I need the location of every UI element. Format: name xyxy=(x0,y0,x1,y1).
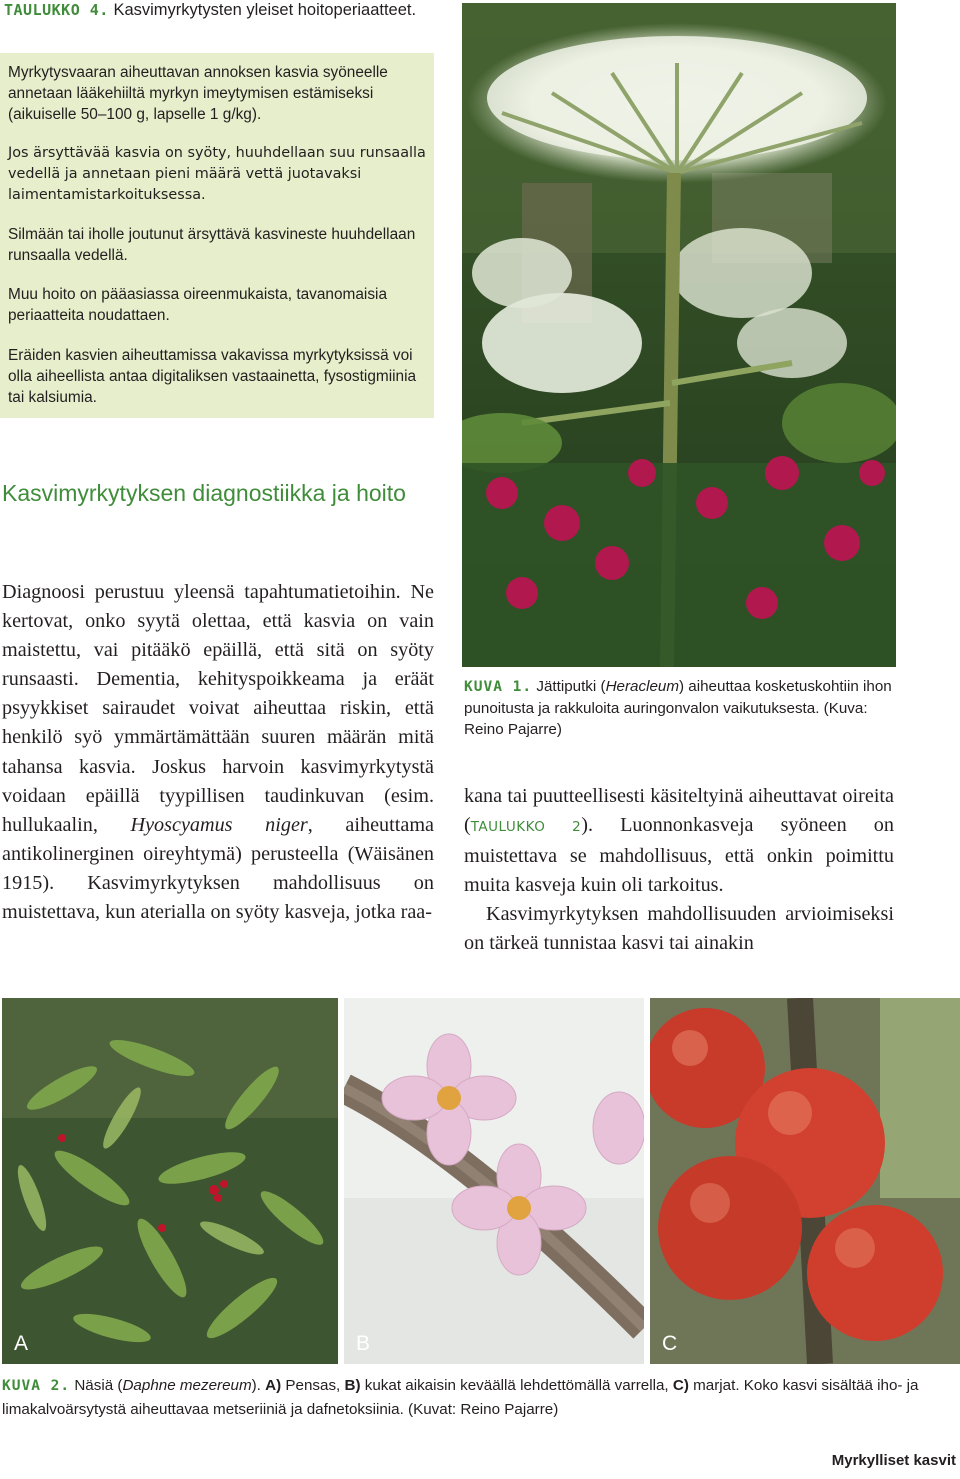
heracleum-illustration xyxy=(462,3,896,667)
section-heading: Kasvimyrkytyksen diagnostiikka ja hoito xyxy=(2,480,406,506)
body-left-column xyxy=(2,578,434,927)
photo-b-flowers xyxy=(344,998,644,1364)
table-2-reference[interactable]: TAULUKKO 2 xyxy=(470,819,582,836)
table-4-title: Kasvimyrkytysten yleiset hoitoperiaatteet. xyxy=(113,1,417,19)
body-left-italic: Hyoscyamus niger xyxy=(130,813,308,836)
figure-2-tag: KUVA 2. xyxy=(2,1378,71,1394)
body-right-paragraph-2: Kasvimyrkytyksen mahdollisuuden arvioimiseksi on tärkeä tunnistaa kasvi tai ainakin xyxy=(464,903,894,955)
figure-1-italic: Heracleum xyxy=(605,678,679,695)
figure-2-text-panel-c: marjat. Koko kasvi sisältää iho- ja limakalvoärsytystä aiheuttavaa metseriiniä ja dafnetoksiinia. (Kuvat: Reino Pajarre) xyxy=(2,1377,919,1418)
figure-2-text-panel-b: kukat aikaisin keväällä lehdettömällä varrella, xyxy=(360,1377,673,1394)
body-left-text-b: , aiheuttama antikolinerginen oireyhtymä) perusteella (Wäisänen 1915). Kasvimyrkytyksen mahdollisuus on muistettava, kun aterialla on syöty kasveja, jotka raa- xyxy=(2,813,434,924)
body-right-paragraph-1 xyxy=(464,782,894,900)
body-right-text-a: kana tai puutteellisesti käsiteltyinä aiheuttavat oireita ( xyxy=(464,785,894,837)
photo-c-berries xyxy=(650,998,960,1364)
heracleum-photo xyxy=(462,3,896,667)
figure-2-label-b: B) xyxy=(344,1377,361,1394)
figure-2-text-b: ). xyxy=(251,1377,266,1394)
table-4-paragraph-4: Muu hoito on pääasiassa oireenmukaista, tavanomaisia periaatteita noudattaen. xyxy=(8,286,388,324)
table-4-paragraph-2: Jos ärsyttävää kasvia on syöty, huuhdellaan suu runsaalla vedellä ja annetaan pieni määrä vettä juotavaksi laimentamistarkoituksessa. xyxy=(8,145,426,203)
figure-1-tag: KUVA 1. xyxy=(464,679,533,695)
body-left-text-a: Diagnoosi perustuu yleensä tapahtumatietoihin. Ne kertovat, onko syytä olettaa, että kasvia on vain maistettu, vai pitääkö epäillä, että sitä on syöty runsaasti. Dementia, kehityspoikkeama ja eräät psyykkiset sairaudet voivat aiheuttaa riskin, että henkilö syö ymmärtämättään suuren määrän mitä tahansa kasvia. Joskus harvoin kasvimyrkytystä voidaan epäillä tyypillisen taudinkuvan (esim. hullukaalin, xyxy=(2,581,434,836)
figure-1-text-b: ) aiheuttaa kosketuskohtiin ihon punoitusta ja rakkuloita auringonvalon vaikutuksesta. (Kuva: Reino Pajarre) xyxy=(464,678,892,738)
figure-1-text-a: Jättiputki ( xyxy=(536,678,606,695)
body-right-text-b: ). Luonnonkasveja syöneen on muistettava se mahdollisuus, että onkin poimittu muita kasveja kuin oli tarkoitus. xyxy=(464,814,894,897)
panel-letter-a: A xyxy=(14,1332,29,1355)
flowers-illustration xyxy=(344,998,644,1364)
body-right-column xyxy=(464,782,894,959)
table-4-paragraph-3: Silmään tai iholle joutunut ärsyttävä kasvineste huuhdellaan runsaalla vedellä. xyxy=(8,226,416,264)
figure-2-caption xyxy=(2,1374,960,1421)
table-4-tag: TAULUKKO 4. xyxy=(4,1,109,19)
page-footer: Myrkylliset kasvit xyxy=(831,1452,956,1469)
panel-letter-c: C xyxy=(662,1332,678,1355)
figure-2-label-c: C) xyxy=(672,1377,689,1394)
figure-2-label-a: A) xyxy=(265,1377,282,1394)
shrub-illustration xyxy=(2,998,338,1364)
figure-1-caption xyxy=(464,676,904,740)
table-4-paragraph-1: Myrkytysvaaran aiheuttavan annoksen kasvia syöneelle annetaan lääkehiiltä myrkyn imeytymisen estämiseksi (aikuiselle 50–100 g, lapselle 1 g/kg). xyxy=(8,64,388,123)
figure-2-italic: Daphne mezereum xyxy=(122,1377,252,1394)
table-4-box xyxy=(0,53,434,418)
table-4-paragraph-5: Eräiden kasvien aiheuttamissa vakavissa myrkytyksissä voi olla aiheellista antaa digitaliksen vastaainetta, fysostigmiinia tai kalsiumia. xyxy=(8,347,417,406)
berries-illustration xyxy=(650,998,960,1364)
panel-letter-b: B xyxy=(356,1332,371,1355)
table-4-caption xyxy=(4,0,452,21)
photo-a-shrub xyxy=(2,998,338,1364)
figure-2-text-a: Näsiä ( xyxy=(74,1377,123,1394)
figure-2-text-panel-a: Pensas, xyxy=(281,1377,345,1394)
